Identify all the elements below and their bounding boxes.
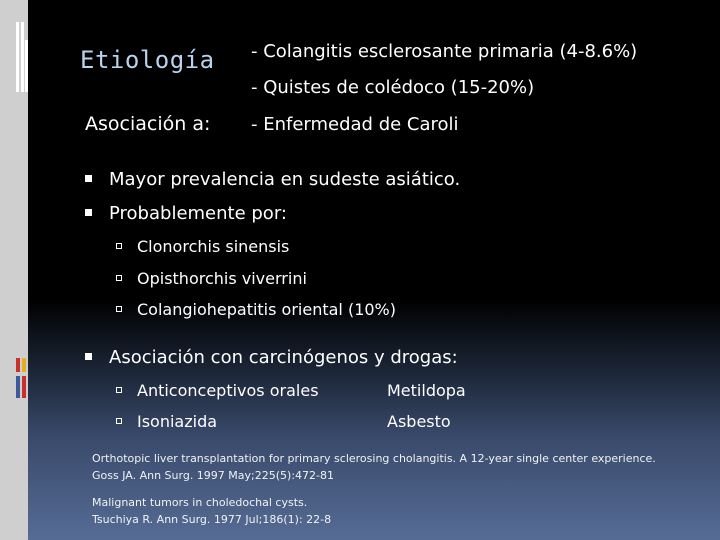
sub-bullet-item <box>116 269 307 288</box>
reference-citation: Tsuchiya R. Ann Surg. 1977 Jul;186(1): 22-8 <box>92 513 332 526</box>
association-label: Asociación a: <box>85 113 211 135</box>
hollow-square-bullet-icon <box>116 387 122 393</box>
hollow-square-bullet-icon <box>116 418 122 424</box>
sub-bullet-item <box>116 381 319 400</box>
drug-name: Metildopa <box>387 381 466 400</box>
sub-bullet-item <box>116 412 217 431</box>
association-item: - Enfermedad de Caroli <box>251 114 459 135</box>
reference-citation: Goss JA. Ann Surg. 1997 May;225(5):472-81 <box>92 469 334 482</box>
reference-title: Orthotopic liver transplantation for primary sclerosing cholangitis. A 12-year single center experience. <box>92 452 656 465</box>
sub-bullet-item <box>116 237 289 256</box>
slide-title: Etiología <box>80 46 215 74</box>
square-bullet-icon <box>85 175 92 182</box>
bullet-item <box>85 203 287 224</box>
reference-title: Malignant tumors in choledochal cysts. <box>92 496 308 509</box>
sub-bullet-text: Opisthorchis viverrini <box>137 269 307 288</box>
sub-bullet-text: Colangiohepatitis oriental (10%) <box>137 300 396 319</box>
hollow-square-bullet-icon <box>116 243 122 249</box>
bullet-item <box>85 169 460 190</box>
drug-name: Isoniazida <box>137 412 218 431</box>
square-bullet-icon <box>85 353 92 360</box>
hollow-square-bullet-icon <box>116 275 122 281</box>
bullet-text: Mayor prevalencia en sudeste asiático. <box>109 169 461 190</box>
bullet-text: Probablemente por: <box>109 203 287 224</box>
bullet-text: Asociación con carcinógenos y drogas: <box>109 347 458 368</box>
drug-name: Asbesto <box>387 412 451 431</box>
bullet-item <box>85 347 458 368</box>
hollow-square-bullet-icon <box>116 306 122 312</box>
etiology-item-2: - Quistes de colédoco (15-20%) <box>251 77 535 98</box>
drug-name: Anticonceptivos orales <box>137 381 319 400</box>
square-bullet-icon <box>85 209 92 216</box>
sub-bullet-text: Clonorchis sinensis <box>137 237 290 256</box>
etiology-item-1: - Colangitis esclerosante primaria (4-8.6%) <box>251 41 638 62</box>
sub-bullet-item <box>116 300 396 319</box>
